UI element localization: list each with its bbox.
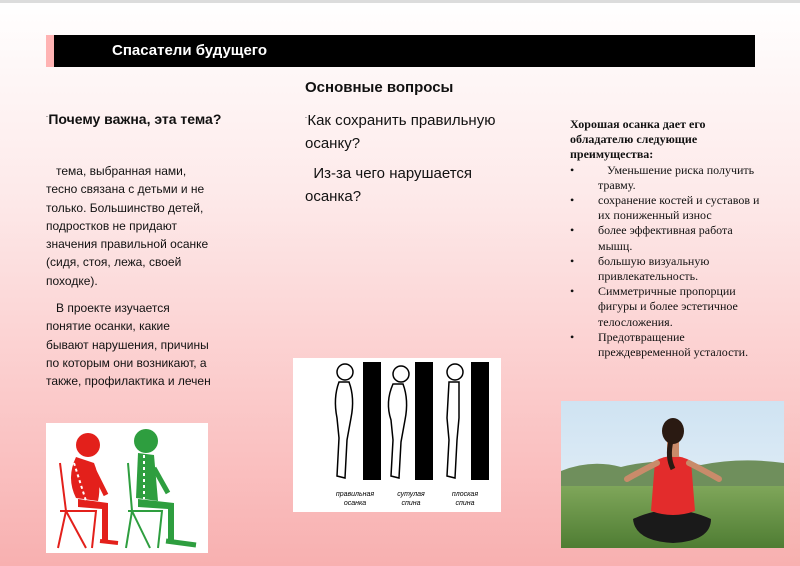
posture-label-1-line1: правильная (335, 491, 375, 498)
list-item-text: более эффективная работа мышц. (598, 223, 733, 253)
posture-label-1-line2: осанка (343, 500, 367, 507)
benefits-column (570, 117, 760, 360)
column1-paragraph-1 (46, 162, 211, 290)
bullet-marker: • (570, 284, 575, 299)
posture-label-3-line1: плоская (451, 491, 479, 498)
posture-label-2-line1: сутулая (397, 491, 425, 498)
benefits-list (570, 163, 760, 361)
question-2 (305, 162, 505, 208)
bullet-marker: • (570, 162, 575, 177)
bullet-marker: • (570, 223, 575, 238)
list-item-text: Уменьшение риска получить травму. (598, 162, 755, 192)
question-1-text: Как сохранить правильную осанку? (305, 112, 496, 152)
question-tick: ¨ (305, 117, 308, 124)
column1-paragraph-2 (46, 299, 211, 390)
banner-title: Спасатели будущего (112, 42, 268, 59)
list-item-text: Симметричные пропорции фигуры и более эстетичное телосложения. (598, 284, 738, 329)
list-item (570, 284, 760, 330)
bullet-marker: • (570, 329, 575, 344)
bullet-marker: • (570, 193, 575, 208)
column2-title: Основные вопросы (305, 79, 454, 96)
list-item (570, 223, 760, 253)
sitting-posture-image (46, 423, 208, 553)
question-2-text: Из-за чего нарушается осанка? (305, 165, 473, 205)
meditation-photo (561, 401, 784, 548)
column1-heading (46, 109, 226, 130)
paragraph-1-text: тема, выбранная нами, тесно связана с детьми и не только. Большинство детей, подростков не придают значения правильной осанке (сидя, стоя, лежа, своей походке). (46, 164, 209, 288)
heading-text: Почему важна, эта тема? (48, 111, 222, 127)
posture-label-2-line2: спина (401, 500, 421, 507)
heading-tick: ¨ (46, 116, 49, 123)
posture-label-3-line2: спина (455, 500, 475, 507)
posture-types-image (293, 358, 501, 512)
banner-accent (46, 35, 54, 67)
header-banner (46, 35, 755, 67)
list-item-text: большую визуальную привлекательность. (598, 253, 710, 284)
paragraph-2-text: В проекте изучается понятие осанки, какие бывают нарушения, причины по которым они возникают, а также, профилактика и лечен (46, 301, 211, 389)
bullet-marker: • (570, 253, 575, 268)
top-border-line (0, 0, 800, 3)
list-item (570, 193, 760, 223)
list-item-text: Предотвращение преждевременной усталости. (598, 329, 749, 360)
list-item-text: сохранение костей и суставов и их пониженный износ (598, 193, 760, 223)
benefits-intro: Хорошая осанка дает его обладателю следующие преимущества: (570, 117, 706, 162)
question-1 (305, 109, 505, 155)
list-item (570, 254, 760, 284)
list-item (570, 330, 760, 360)
list-item (570, 163, 760, 193)
